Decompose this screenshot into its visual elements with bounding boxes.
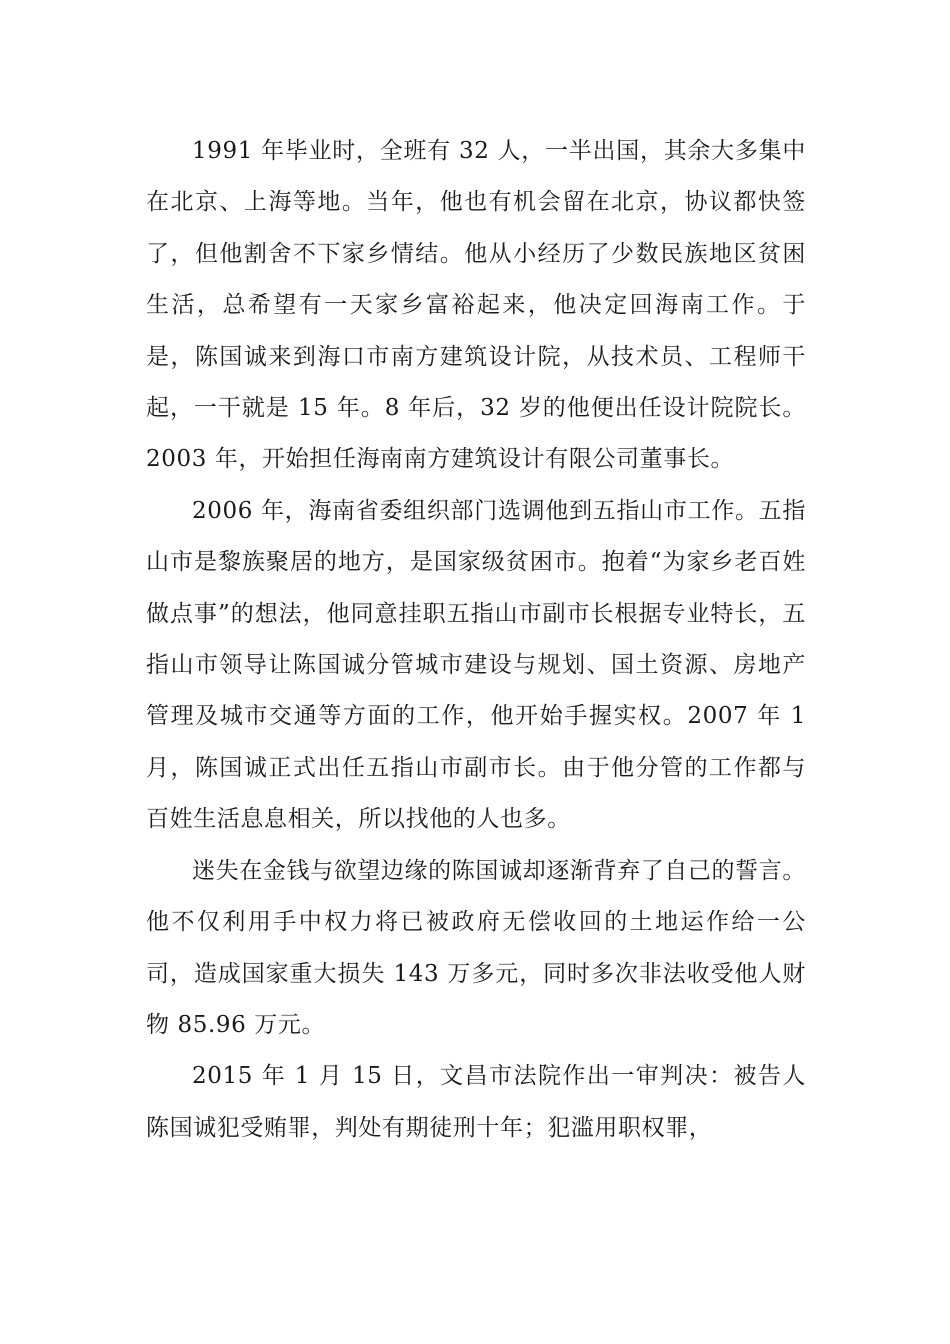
article-body	[146, 126, 806, 1154]
paragraph-3: 迷失在金钱与欲望边缘的陈国诚却逐渐背弃了自己的誓言。他不仅利用手中权力将已被政府无偿收回的土地运作给一公司，造成国家重大损失 143 万多元，同时多次非法收受他人财物 85.96 万元。	[146, 857, 806, 1038]
paragraph-1: 1991 年毕业时，全班有 32 人，一半出国，其余大多集中在北京、上海等地。当年，他也有机会留在北京，协议都快签了，但他割舍不下家乡情结。他从小经历了少数民族地区贫困生活，总希望有一天家乡富裕起来，他决定回海南工作。于是，陈国诚来到海口市南方建筑设计院，从技术员、工程师干起，一干就是 15 年。8 年后，32 岁的他便出任设计院院长。2003 年，开始担任海南南方建筑设计有限公司董事长。	[146, 138, 806, 473]
paragraph-4: 2015 年 1 月 15 日，文昌市法院作出一审判决：被告人陈国诚犯受贿罪，判处有期徒刑十年；犯滥用职权罪，	[146, 1063, 806, 1141]
paragraph-2: 2006 年，海南省委组织部门选调他到五指山市工作。五指山市是黎族聚居的地方，是国家级贫困市。抱着“为家乡老百姓做点事”的想法，他同意挂职五指山市副市长根据专业特长，五指山市领导让陈国诚分管城市建设与规划、国土资源、房地产管理及城市交通等方面的工作，他开始手握实权。2007 年 1 月，陈国诚正式出任五指山市副市长。由于他分管的工作都与百姓生活息息相关，所以找他的人也多。	[146, 497, 806, 833]
